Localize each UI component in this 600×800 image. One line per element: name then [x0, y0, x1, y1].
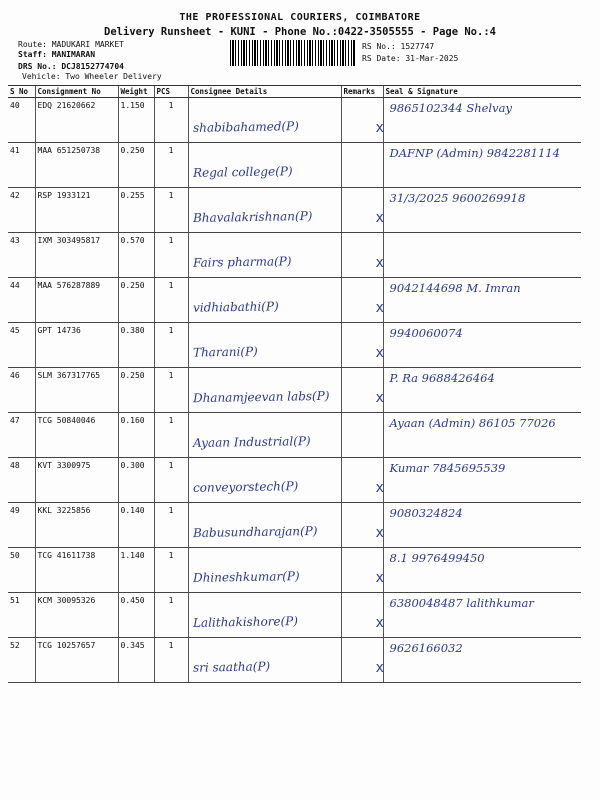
delivery-mark: x	[375, 255, 384, 271]
consignee-name: Regal college(P)	[192, 164, 293, 180]
route-label: Route: MADUKARI MARKET	[18, 40, 124, 49]
col-consignee: Consignee Details	[188, 86, 341, 98]
delivery-mark: x	[375, 345, 384, 361]
table-row	[8, 413, 581, 458]
signature-cell	[375, 188, 581, 233]
signature-cell	[375, 98, 581, 143]
table-row	[8, 503, 581, 548]
pcs-cell: 1	[154, 503, 188, 548]
consignee-name: Dhineshkumar(P)	[192, 569, 300, 585]
table-header-row	[8, 86, 581, 98]
sno-cell: 45	[8, 323, 35, 368]
col-remarks: Remarks	[341, 86, 383, 98]
delivery-mark: x	[375, 300, 384, 316]
table-row	[8, 548, 581, 593]
delivery-mark: x	[375, 660, 384, 676]
weight-cell: 0.300	[118, 458, 154, 503]
delivery-table	[8, 85, 581, 683]
consignee-name: Dhanamjeevan labs(P)	[192, 388, 330, 406]
signature-text: 31/3/2025 9600269918	[389, 191, 526, 205]
pcs-cell: 1	[154, 143, 188, 188]
company-title: THE PROFESSIONAL COURIERS, COIMBATORE	[179, 12, 421, 23]
consignee-name: sri saatha(P)	[192, 659, 270, 675]
signature-cell	[375, 548, 581, 593]
col-consignment: Consignment No	[35, 86, 118, 98]
sno-cell: 52	[8, 638, 35, 683]
sno-cell: 42	[8, 188, 35, 233]
consignee-name: Bhavalakrishnan(P)	[192, 208, 313, 226]
signature-cell	[375, 368, 581, 413]
sno-cell: 49	[8, 503, 35, 548]
consignee-name: shabibahamed(P)	[192, 119, 299, 135]
delivery-mark: x	[375, 570, 384, 586]
pcs-cell: 1	[154, 548, 188, 593]
signature-cell	[375, 638, 581, 683]
sno-cell: 44	[8, 278, 35, 323]
pcs-cell: 1	[154, 638, 188, 683]
sno-cell: 51	[8, 593, 35, 638]
table-row	[8, 143, 581, 188]
consignment-no-cell: KCM 30095326	[35, 593, 118, 638]
sno-cell: 41	[8, 143, 35, 188]
weight-cell: 0.140	[118, 503, 154, 548]
signature-text: Ayaan (Admin) 86105 77026	[389, 416, 556, 430]
pcs-cell: 1	[154, 188, 188, 233]
staff-label: Staff: MANIMARAN	[18, 50, 96, 59]
consignee-cell	[188, 593, 341, 638]
table-row	[8, 458, 581, 503]
col-weight: Weight	[118, 86, 154, 98]
signature-text: P. Ra 9688426464	[389, 371, 495, 385]
barcode-image	[230, 40, 355, 66]
signature-cell	[375, 458, 581, 503]
table-row	[8, 278, 581, 323]
runsheet-subtitle: Delivery Runsheet - KUNI - Phone No.:0422-3505555 - Page No.:4	[104, 26, 496, 38]
signature-text: 9940060074	[389, 326, 463, 340]
signature-cell	[375, 233, 581, 278]
delivery-mark: x	[375, 525, 384, 541]
consignee-cell	[188, 98, 341, 143]
rs-date: RS Date: 31-Mar-2025	[362, 54, 459, 63]
delivery-mark: x	[375, 615, 384, 631]
signature-text: 9626166032	[389, 641, 463, 655]
consignment-no-cell: GPT 14736	[35, 323, 118, 368]
consignee-name: Fairs pharma(P)	[192, 254, 292, 270]
signature-cell	[383, 143, 581, 188]
pcs-cell: 1	[154, 278, 188, 323]
sno-cell: 46	[8, 368, 35, 413]
consignee-cell	[188, 548, 341, 593]
signature-cell	[375, 278, 581, 323]
consignee-cell	[188, 368, 341, 413]
weight-cell: 0.250	[118, 278, 154, 323]
signature-text: 9080324824	[389, 506, 463, 520]
signature-text: 9042144698 M. Imran	[389, 281, 521, 295]
consignment-no-cell: TCG 50840046	[35, 413, 118, 458]
table-row	[8, 188, 581, 233]
col-sno: S No	[8, 86, 35, 98]
table-row	[8, 323, 581, 368]
consignment-no-cell: MAA 651250738	[35, 143, 118, 188]
consignee-name: Tharani(P)	[192, 344, 258, 360]
weight-cell: 0.345	[118, 638, 154, 683]
remarks-cell	[341, 413, 383, 458]
signature-text: Kumar 7845695539	[389, 461, 506, 475]
consignee-cell	[188, 638, 341, 683]
weight-cell: 0.255	[118, 188, 154, 233]
consignee-cell	[188, 143, 341, 188]
signature-text: 9865102344 Shelvay	[389, 101, 512, 115]
rs-number: RS No.: 1527747	[362, 42, 435, 51]
signature-cell	[383, 413, 581, 458]
consignee-cell	[188, 278, 341, 323]
pcs-cell: 1	[154, 368, 188, 413]
delivery-mark: x	[375, 480, 384, 496]
delivery-mark: x	[375, 390, 384, 406]
pcs-cell: 1	[154, 593, 188, 638]
table-row	[8, 638, 581, 683]
consignee-cell	[188, 188, 341, 233]
weight-cell: 1.150	[118, 98, 154, 143]
weight-cell: 0.450	[118, 593, 154, 638]
consignment-no-cell: TCG 10257657	[35, 638, 118, 683]
consignment-no-cell: KVT 3300975	[35, 458, 118, 503]
col-signature: Seal & Signature	[383, 86, 581, 98]
delivery-mark: x	[375, 120, 384, 136]
consignee-name: Ayaan Industrial(P)	[192, 433, 311, 451]
sno-cell: 40	[8, 98, 35, 143]
weight-cell: 0.250	[118, 368, 154, 413]
consignee-cell	[188, 458, 341, 503]
delivery-mark: x	[375, 210, 384, 226]
consignment-no-cell: MAA 576287889	[35, 278, 118, 323]
consignee-name: Lalithakishore(P)	[192, 614, 298, 630]
weight-cell: 0.570	[118, 233, 154, 278]
consignment-no-cell: SLM 367317765	[35, 368, 118, 413]
weight-cell: 0.160	[118, 413, 154, 458]
signature-text: DAFNP (Admin) 9842281114	[389, 146, 560, 160]
sno-cell: 50	[8, 548, 35, 593]
table-row	[8, 98, 581, 143]
consignee-cell	[188, 503, 341, 548]
consignment-no-cell: KKL 3225856	[35, 503, 118, 548]
consignee-name: vidhiabathi(P)	[192, 299, 279, 315]
table-row	[8, 233, 581, 278]
consignee-cell	[188, 233, 341, 278]
signature-cell	[375, 593, 581, 638]
signature-text: 8.1 9976499450	[389, 551, 485, 565]
pcs-cell: 1	[154, 413, 188, 458]
pcs-cell: 1	[154, 233, 188, 278]
weight-cell: 0.380	[118, 323, 154, 368]
consignee-name: conveyorstech(P)	[192, 479, 298, 495]
signature-text: 6380048487 lalithkumar	[389, 596, 534, 610]
remarks-cell	[341, 143, 383, 188]
col-pcs: PCS	[154, 86, 188, 98]
signature-cell	[375, 323, 581, 368]
sno-cell: 48	[8, 458, 35, 503]
consignment-no-cell: RSP 1933121	[35, 188, 118, 233]
consignee-cell	[188, 413, 341, 458]
consignment-no-cell: EDQ 21620662	[35, 98, 118, 143]
weight-cell: 1.140	[118, 548, 154, 593]
consignment-no-cell: IXM 303495817	[35, 233, 118, 278]
sno-cell: 47	[8, 413, 35, 458]
signature-cell	[375, 503, 581, 548]
sno-cell: 43	[8, 233, 35, 278]
pcs-cell: 1	[154, 98, 188, 143]
consignee-cell	[188, 323, 341, 368]
table-row	[8, 368, 581, 413]
vehicle-label: Vehicle: Two Wheeler Delivery	[22, 72, 162, 81]
drs-number: DRS No.: DCJ8152774704	[18, 62, 124, 71]
table-row	[8, 593, 581, 638]
consignment-no-cell: TCG 41611738	[35, 548, 118, 593]
weight-cell: 0.250	[118, 143, 154, 188]
consignee-name: Babusundharajan(P)	[192, 523, 318, 541]
pcs-cell: 1	[154, 323, 188, 368]
pcs-cell: 1	[154, 458, 188, 503]
